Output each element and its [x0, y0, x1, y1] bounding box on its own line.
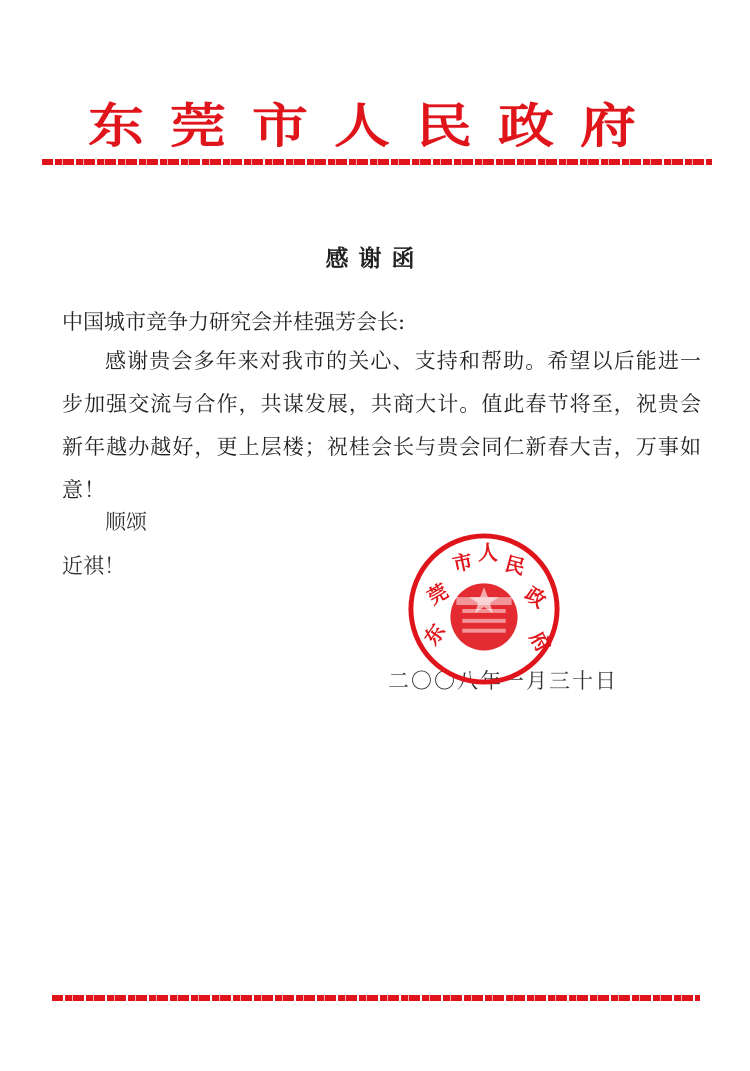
letter-body: 感谢贵会多年来对我市的关心、支持和帮助。希望以后能进一步加强交流与合作，共谋发展，共商大计。值此春节将至，祝贵会新年越办越好，更上层楼；祝桂会长与贵会同仁新春大吉，万事如意！	[62, 349, 702, 502]
svg-text:民: 民	[502, 552, 528, 580]
official-seal-icon	[405, 530, 563, 688]
closing-line-1: 顺颂	[105, 510, 147, 534]
letter-title: 感谢函	[325, 245, 425, 272]
salutation: 中国城市竞争力研究会并桂强芳会长:	[62, 310, 406, 334]
closing-line-2: 近祺！	[62, 554, 125, 578]
letter-date: 二〇〇八年一月三十日	[388, 669, 618, 693]
footer-red-rule	[52, 995, 700, 1001]
svg-text:政: 政	[520, 582, 551, 613]
svg-text:人: 人	[478, 541, 498, 565]
letterhead	[40, 88, 710, 158]
svg-text:莞: 莞	[423, 579, 453, 610]
svg-text:东: 东	[419, 620, 451, 650]
letterhead-red-rule	[42, 159, 712, 165]
svg-text:府: 府	[525, 627, 555, 657]
issuer-title: 东莞市人民政府	[88, 99, 662, 155]
svg-text:市: 市	[450, 549, 475, 577]
